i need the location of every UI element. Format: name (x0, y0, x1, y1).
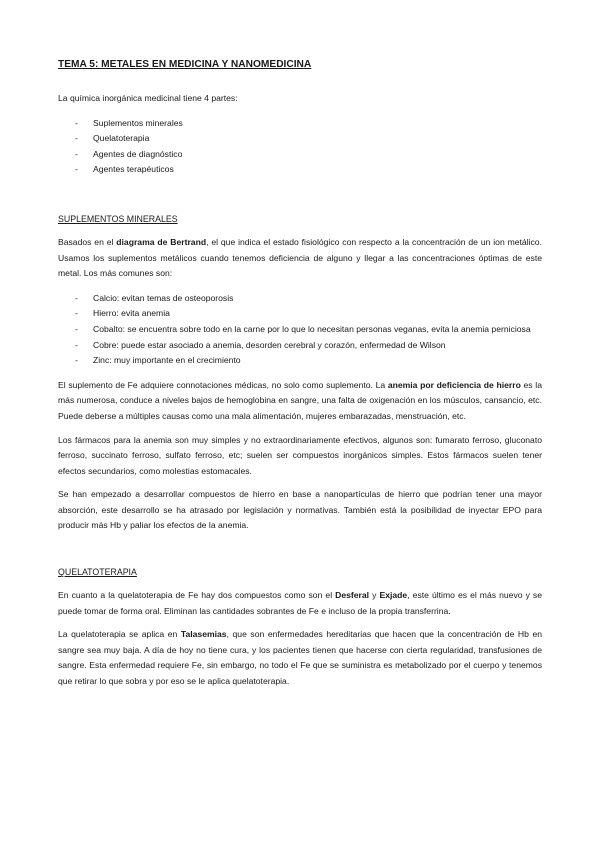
parts-list (58, 116, 542, 178)
intro-paragraph: La química inorgánica medicinal tiene 4 partes: (58, 93, 238, 103)
paragraph-talasemias: La quelatoterapia se aplica en Talasemias, que son enfermedades hereditarias que hacen que la concentración de Hb en sangre sea muy baja. A día de hoy no tiene cura, y los pacientes tienen que hacerse con cierta regularidad, transfusiones de sangre. Esta enfermedad requiere Fe, sin embargo, no todo el Fe que se suministra es metabolizado por el cuerpo y tenemos que retirar lo que sobra y por eso se le aplica quelatoterapia. (58, 629, 543, 687)
paragraph-farmacos: Los fármacos para la anemia son muy simples y no extraordinariamente efectivos, algunos son: fumarato ferroso, gluconato ferroso, succinato ferroso, sulfato ferroso, etc; suelen ser compuestos inorgánicos simples. Estos fármacos suelen tener efectos secundarios, como molestias estomacales. (58, 434, 542, 476)
minerals-list (58, 291, 542, 369)
paragraph-nanoparticulas: Se han empezado a desarrollar compuestos de hierro en base a nanopartículas de hierro que podrían tener una mayor absorción, este desarrollo se ha atrasado por legislación y normativas. También está la posibilidad de inyectar EPO para producir más Hb y paliar los efectos de la anemia. (58, 489, 542, 531)
list-item: - Cobalto: se encuentra sobre todo en la carne por lo que lo necesitan personas veganas, evita la anemia perniciosa (58, 322, 542, 338)
list-item: - Cobre: puede estar asociado a anemia, desorden cerebral y corazón, enfermedad de Wilson (58, 338, 542, 354)
list-item: - Zinc: muy importante en el crecimiento (58, 353, 542, 369)
dash-bullet-icon: - (75, 323, 78, 334)
section-heading-suplementos: SUPLEMENTOS MINERALES (58, 213, 178, 224)
list-item: - Suplementos minerales (58, 116, 542, 132)
paragraph-bertrand: Basados en el diagrama de Bertrand, el que indica el estado fisiológico con respecto a la concentración de un ion metálico. Usamos los suplementos metálicos cuando tenemos deficiencia de alguno y llegar a las concentraciones óptimas de este metal. Los más comunes son: (58, 236, 542, 279)
list-item: - Agentes terapéuticos (58, 162, 542, 178)
list-item: - Agentes de diagnóstico (58, 147, 542, 163)
page-title: TEMA 5: METALES EN MEDICINA Y NANOMEDICINA (58, 59, 312, 70)
document-page (58, 58, 542, 690)
dash-bullet-icon: - (75, 339, 78, 350)
dash-bullet-icon: - (75, 117, 78, 128)
dash-bullet-icon: - (75, 355, 78, 366)
list-item: - Hierro: evita anemia (58, 306, 542, 322)
section-heading-quelatoterapia: QUELATOTERAPIA (58, 567, 137, 578)
paragraph-desferal: En cuanto a la quelatoterapia de Fe hay dos compuestos como son el Desferal y Exjade, este último es el más nuevo y se puede tomar de forma oral. Eliminan las cantidades sobrantes de Fe e incluso de la propia transferrina. (58, 590, 542, 616)
list-item: - Quelatoterapia (58, 131, 542, 147)
paragraph-suplemento-fe: El suplemento de Fe adquiere connotaciones médicas, no solo como suplemento. La anemia por deficiencia de hierro es la más numerosa, conduce a niveles bajos de hemoglobina en sangre, una falta de oxigenación en los músculos, cansancio, etc. Puede deberse a múltiples causas como una mala alimentación, mujeres embarazadas, menstruación, etc. (58, 379, 542, 421)
dash-bullet-icon: - (75, 292, 78, 303)
dash-bullet-icon: - (75, 164, 78, 175)
list-item: - Calcio: evitan temas de osteoporosis (58, 291, 542, 307)
dash-bullet-icon: - (75, 308, 78, 319)
dash-bullet-icon: - (75, 148, 78, 159)
dash-bullet-icon: - (75, 133, 78, 144)
